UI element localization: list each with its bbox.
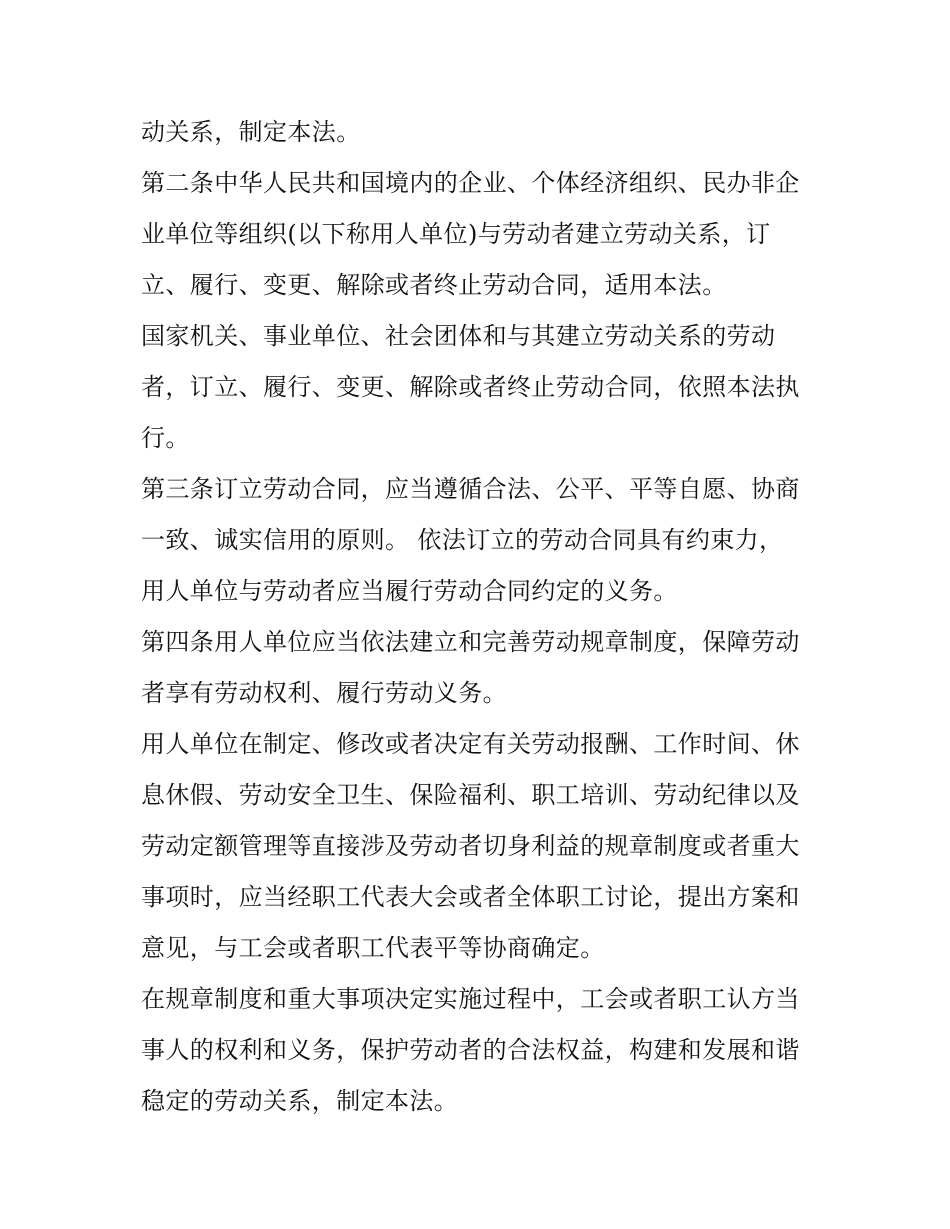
text-line-18: 在规章制度和重大事项决定实施过程中，工会或者职工认方当 — [141, 985, 800, 1013]
text-line-11: 第四条用人单位应当依法建立和完善劳动规章制度，保障劳动 — [141, 628, 800, 656]
text-line-9: 一致、诚实信用的原则。 依法订立的劳动合同具有约束力， — [141, 526, 784, 554]
text-line-17: 意见，与工会或者职工代表平等协商确定。 — [141, 934, 605, 962]
text-line-8: 第三条订立劳动合同，应当遵循合法、公平、平等自愿、协商 — [141, 475, 800, 503]
text-line-10: 用人单位与劳动者应当履行劳动合同约定的义务。 — [141, 577, 678, 605]
text-line-2: 第二条中华人民共和国境内的企业、个体经济组织、民办非企 — [141, 169, 800, 197]
text-line-12: 者享有劳动权利、履行劳动义务。 — [141, 679, 507, 707]
text-line-16: 事项时，应当经职工代表大会或者全体职工讨论，提出方案和 — [141, 883, 800, 911]
text-line-15: 劳动定额管理等直接涉及劳动者切身利益的规章制度或者重大 — [141, 832, 800, 860]
text-line-19: 事人的权利和义务，保护劳动者的合法权益，构建和发展和谐 — [141, 1036, 800, 1064]
text-line-6: 者，订立、履行、变更、解除或者终止劳动合同，依照本法执 — [141, 373, 800, 401]
text-line-3: 业单位等组织(以下称用人单位)与劳动者建立劳动关系，订 — [141, 220, 771, 248]
text-line-14: 息休假、劳动安全卫生、保险福利、职工培训、劳动纪律以及 — [141, 781, 800, 809]
text-line-7: 行。 — [141, 424, 190, 452]
text-line-1: 动关系，制定本法。 — [141, 118, 361, 146]
text-line-20: 稳定的劳动关系，制定本法。 — [141, 1087, 459, 1115]
text-line-5: 国家机关、事业单位、社会团体和与其建立劳动关系的劳动 — [141, 322, 776, 350]
document-body — [141, 107, 821, 1127]
text-line-4: 立、履行、变更、解除或者终止劳动合同，适用本法。 — [141, 271, 727, 299]
text-line-13: 用人单位在制定、修改或者决定有关劳动报酬、工作时间、休 — [141, 730, 800, 758]
